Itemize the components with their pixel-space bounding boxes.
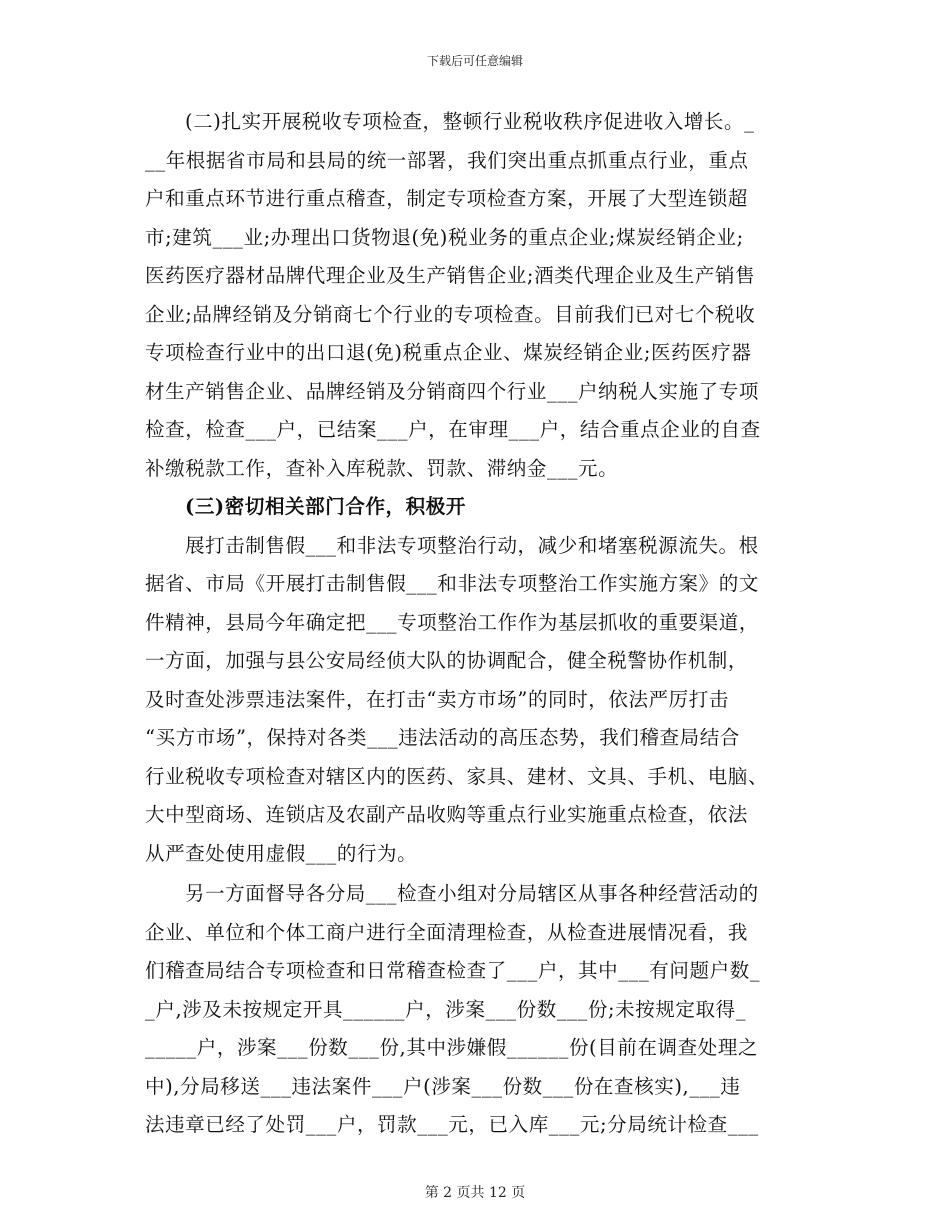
text-line: 一方面，加强与县公安局经侦大队的协调配合，健全税警协作机制， — [145, 649, 749, 672]
text-line: 行业税收专项检查对辖区内的医药、家具、建材、文具、手机、电脑、 — [145, 764, 769, 788]
text-line: 专项检查行业中的出口退(免)税重点企业、煤炭经销企业;医药医疗器 — [145, 341, 752, 364]
text-line: (二)扎实开展税收专项检查，整顿行业税收秩序促进收入增长。_ — [185, 110, 755, 133]
text-line: 法违章已经了处罚___户，罚款___元，已入库___元;分局统计检查___ — [145, 1113, 759, 1136]
text-line: 户和重点环节进行重点稽查，制定专项检查方案，开展了大型连锁超 — [145, 187, 749, 210]
text-line: __年根据省市局和县局的统一部署，我们突出重点抓重点行业，重点 — [145, 148, 749, 172]
text-line: 从严查处使用虚假___的行为。 — [145, 841, 418, 865]
text-line: 们稽查局结合专项检查和日常稽查检查了___户，其中___有问题户数_ — [145, 959, 761, 982]
text-line: 材生产销售企业、品牌经销及分销商四个行业___户纳税人实施了专项 — [145, 379, 759, 403]
text-line: 据省、市局《开展打击制售假___和非法专项整治工作实施方案》的文 — [145, 572, 759, 595]
text-line: 补缴税款工作，查补入库税款、罚款、滞纳金___元。 — [145, 456, 619, 480]
text-line: 检查，检查___户，已结案___户，在审理___户，结合重点企业的自查 — [145, 418, 761, 441]
text-line: 另一方面督导各分局___检查小组对分局辖区从事各种经营活动的 — [185, 882, 759, 905]
document-body — [145, 103, 810, 1145]
text-line: 中),分局移送___违法案件___户(涉案___份数___份在查核实),___违 — [145, 1074, 741, 1098]
text-line: _____户，涉案___份数___份,其中涉嫌假______份(目前在调查处理之 — [145, 1036, 759, 1059]
page-header: 下载后可任意编辑 — [426, 54, 523, 68]
text-line: 件精神，县局今年确定把___专项整治工作作为基层抓收的重要渠道， — [145, 610, 759, 634]
text-line: 展打击制售假___和非法专项整治行动，减少和堵塞税源流失。根 — [185, 533, 759, 557]
text-line: 及时查处涉票违法案件，在打击“卖方市场”的同时，依法严厉打击 — [145, 687, 729, 711]
section-heading: (三)密切相关部门合作，积极开 — [185, 495, 466, 518]
text-line: _户,涉及未按规定开具______户，涉案___份数___份;未按规定取得_ — [145, 997, 747, 1021]
text-line: 企业;品牌经销及分销商七个行业的专项检查。目前我们已对七个税收 — [145, 302, 756, 326]
text-line: 医药医疗器材品牌代理企业及生产销售企业;酒类代理企业及生产销售 — [145, 264, 756, 287]
text-line: 企业、单位和个体工商户进行全面清理检查，从检查进展情况看，我 — [145, 920, 749, 944]
text-line: 大中型商场、连锁店及农副产品收购等重点行业实施重点检查，依法 — [145, 803, 749, 826]
text-line: “买方市场”，保持对各类___违法活动的高压态势，我们稽查局结合 — [145, 726, 740, 749]
page-footer: 第 2 页共 12 页 — [424, 1185, 526, 1201]
text-line: 市;建筑___业;办理出口货物退(免)税业务的重点企业;煤炭经销企业; — [145, 225, 744, 249]
